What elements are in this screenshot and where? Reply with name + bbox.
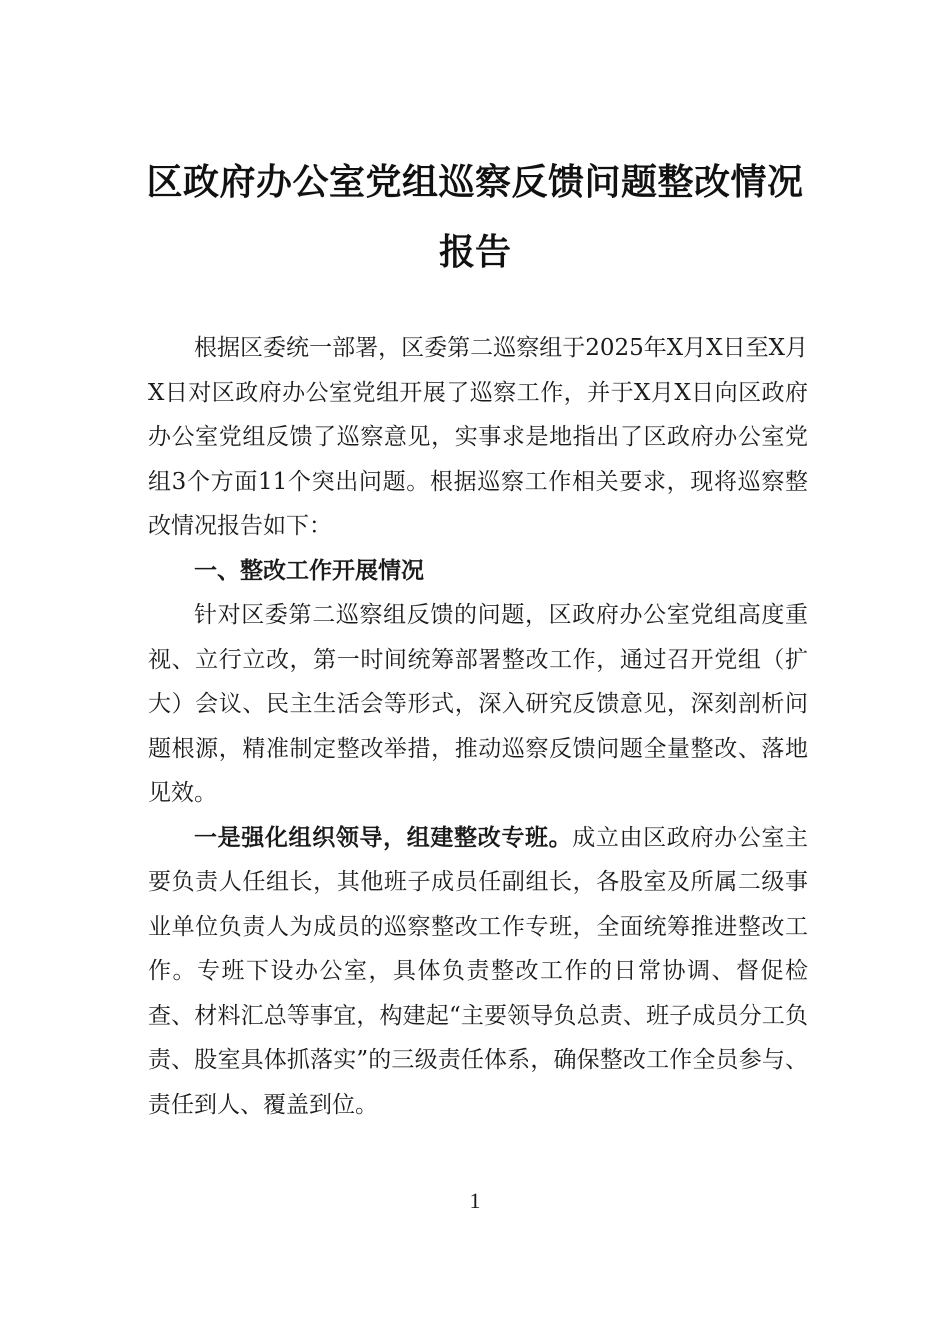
document-title-line2: 报告 — [438, 231, 511, 273]
intro-paragraph: 根据区委统一部署，区委第二巡察组于2025年X月X日至X月X日对区政府办公室党组开展了巡察工作，并于X月X日向区政府办公室党组反馈了巡察意见，实事求是地指出了区政府办公室党组3个方面11个突出问题。根据巡察工作相关要求，现将巡察整改情况报告如下： — [148, 335, 808, 539]
item-text: 成立由区政府办公室主要负责人任组长，其他班子成员任副组长，各股室及所属二级事业单位负责人为成员的巡察整改工作专班，全面统筹推进整改工作。专班下设办公室，具体负责整改工作的日常协调、督促检查、材料汇总等事宜，构建起“主要领导负总责、班子成员分工负责、股室具体抓落实”的三级责任体系，确保整改工作全员参与、责任到人、覆盖到位。 — [148, 824, 809, 1118]
overview-paragraph: 针对区委第二巡察组反馈的问题，区政府办公室党组高度重视、立行立改，第一时间统筹部署整改工作，通过召开党组（扩大）会议、民主生活会等形式，深入研究反馈意见，深刻剖析问题根源，精准制定整改举措，推动巡察反馈问题全量整改、落地见效。 — [148, 602, 808, 806]
document-body — [148, 326, 808, 1127]
item-paragraph — [148, 816, 808, 1128]
document-title-line1: 区政府办公室党组巡察反馈问题整改情况 — [146, 161, 804, 203]
page-number: 1 — [469, 1188, 481, 1213]
item-lead: 一是强化组织领导，组建整改专班。 — [194, 823, 573, 851]
section-heading: 一、整改工作开展情况 — [194, 557, 424, 584]
